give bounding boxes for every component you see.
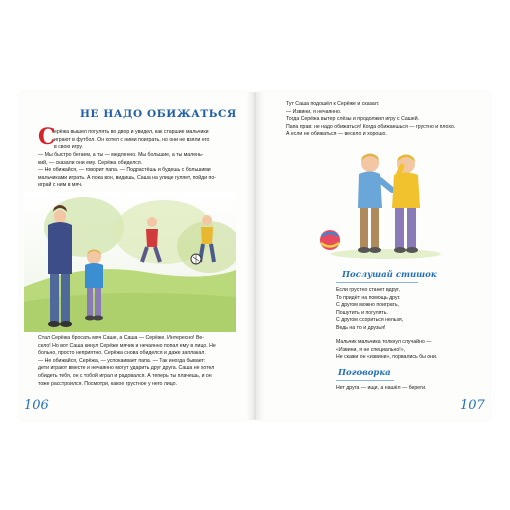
proverb-title: Поговорка xyxy=(338,368,391,378)
story-text xyxy=(38,335,216,388)
text-line: в свою игру. xyxy=(54,144,83,151)
text-line: играют в футбол. Он хотел с ними поиграть, но они не взяли его xyxy=(54,136,210,143)
text-line: тоже расстроился. Посмотри, какое грустное у него лицо. xyxy=(38,380,178,387)
text-line: Тогда Серёжа вытер слёзы и продолжил игру с Сашей. xyxy=(286,116,420,123)
open-book xyxy=(20,92,490,420)
text-line: кий, — сказали они ему. Серёжа обиделся. xyxy=(38,159,143,166)
text-line: — Мы быстро бегаем, а ты — медленно. Мы большие, а ты малень- xyxy=(38,152,204,158)
text-line: А если не обижаться — весело и хорошо. xyxy=(286,131,387,138)
book-spine-shadow xyxy=(246,92,264,420)
text-line: обидеть тебя, он с тобой играл и радовался. А теперь ты плачешь, и он xyxy=(38,372,212,379)
text-line: — Не обижайся, Серёжа, — успокаивает папа. — Так иногда бывает: xyxy=(38,357,206,364)
poem-title: Послушай стишок xyxy=(342,270,437,280)
text-line: Тут Саша подошёл к Серёже и сказал: xyxy=(286,101,380,107)
verse-line: Не скажи он «извини», порвались бы они. xyxy=(336,354,438,361)
intro-text xyxy=(38,152,216,190)
story-continuation xyxy=(286,101,455,139)
proverb-text: Нет друга — ищи, а нашёл — береги. xyxy=(336,385,427,391)
text-line: играй с ним в мяч. xyxy=(38,182,83,189)
poem-line: Ведь на то и друзья! xyxy=(336,324,386,331)
poem-line: С другом ссориться нельзя, xyxy=(336,317,404,324)
two-boys-apology-illustration xyxy=(316,150,446,262)
page-title: НЕ НАДО ОБИЖАТЬСЯ xyxy=(80,108,237,120)
text-line: ерёжа вышел погулять во двор и увидел, как старшие мальчики xyxy=(54,129,209,135)
poem-line: С другом можно поиграть, xyxy=(336,302,400,309)
poem-title-underline xyxy=(336,282,418,283)
verse xyxy=(336,339,437,362)
text-line: село! Но вот Саша кинул Серёже мячик и нечаянно попал ему в лицо. Не xyxy=(38,342,216,349)
proverb-title-underline xyxy=(336,380,394,381)
page-number-right: 107 xyxy=(460,398,485,413)
park-football-illustration xyxy=(24,192,236,332)
poem-line: То придёт на помощь друг. xyxy=(336,294,401,301)
text-line: — Не обижайся, — говорит папа. — Подрастёшь и будешь с большими xyxy=(38,167,211,174)
poem-line: Если грустно станет вдруг, xyxy=(336,287,400,293)
poem xyxy=(336,287,403,333)
verse-line: «Извини, я не специально!», xyxy=(336,346,406,353)
verse-line: Мальчик мальчика толкнул случайно — xyxy=(336,339,432,345)
text-line: дети играют вместе и нечаянно могут ударить друг друга. Саша не хотел xyxy=(38,365,215,372)
right-page xyxy=(256,92,490,420)
intro-text-first-lines xyxy=(54,129,209,152)
text-line: больно, просто неприятно. Серёжа снова обиделся и даже заплакал. xyxy=(38,350,206,357)
text-line: Папа прав: не надо обижаться! Когда обижаешься — грустно и плохо. xyxy=(286,123,456,130)
text-line: Стал Серёжа бросать мяч Саше, а Саша — Серёже. Интересно! Ве- xyxy=(38,335,205,341)
text-line: мальчиками играть. А пока вон, видишь, Саша на улице гуляет, пойди по- xyxy=(38,174,216,181)
proverb xyxy=(336,385,426,393)
text-line: — Извини, я нечаянно. xyxy=(286,108,342,115)
page-number-left: 106 xyxy=(24,398,49,413)
drop-cap: С xyxy=(38,124,56,150)
left-page xyxy=(20,92,254,420)
poem-line: Пошутить и погулять. xyxy=(336,309,388,316)
